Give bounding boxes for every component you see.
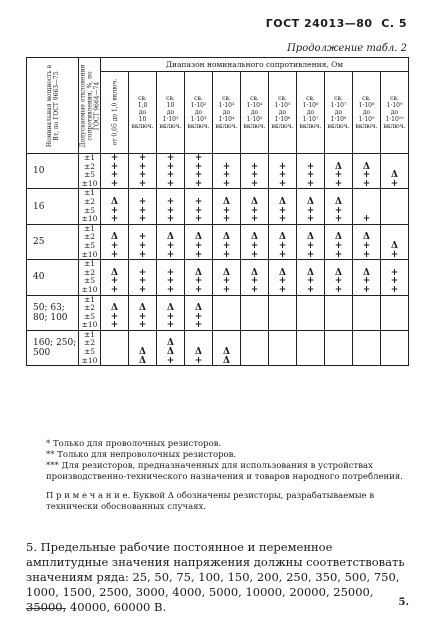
mark-cell: Δ +	[185, 330, 213, 365]
mark-cell: Δ + +	[325, 224, 353, 259]
mark-cell: Δ + +	[185, 295, 213, 330]
power-cell: 25	[27, 224, 79, 259]
mark-cell: + + +	[297, 154, 325, 189]
footnote-2: ** Только для непроволочных резисторов.	[46, 450, 237, 460]
power-cell: 10	[27, 154, 79, 189]
page-number: С. 5	[381, 17, 407, 30]
mark-cell: + + + +	[129, 154, 157, 189]
range-column-header: св. 1·10⁸ до 1·10⁹ включ.	[353, 71, 381, 153]
mark-cell: + + +	[381, 260, 409, 295]
mark-cell	[269, 330, 297, 365]
range-column-header: св. 1,0 до 10 включ.	[129, 71, 157, 153]
body-paragraph	[26, 540, 411, 615]
mark-cell: Δ + +	[325, 154, 353, 189]
page-header	[266, 17, 407, 30]
table-row	[27, 154, 409, 189]
footer-page-number: 5.	[398, 597, 409, 608]
tolerance-cell: ±1 ±2 ±5 ±10	[79, 189, 101, 224]
tolerance-cell: ±1 ±2 ±5 ±10	[79, 224, 101, 259]
mark-cell: + + + +	[185, 154, 213, 189]
power-cell: 50; 63; 80; 100	[27, 295, 79, 330]
tolerance-cell: ±1 ±2 ±5 ±10	[79, 154, 101, 189]
range-column-header: от 0,05 до 1,0 включ.	[101, 71, 129, 153]
power-cell: 160; 250; 500	[27, 330, 79, 365]
mark-cell: Δ + +	[325, 189, 353, 224]
table-row	[27, 260, 409, 295]
range-column-header: св. 1·10⁵ до 1·10⁶ включ.	[269, 71, 297, 153]
mark-cell: + + +	[213, 154, 241, 189]
mark-cell	[353, 330, 381, 365]
mark-cell: Δ + +	[353, 154, 381, 189]
footer-rule	[26, 608, 66, 609]
mark-cell: Δ + +	[297, 224, 325, 259]
mark-cell	[381, 189, 409, 224]
mark-cell: Δ + +	[353, 260, 381, 295]
mark-cell: Δ Δ +	[157, 330, 185, 365]
mark-cell: Δ Δ	[129, 330, 157, 365]
tolerance-header: Допускаемые отклонения сопротивления, %, по ГОСТ 9664—74	[79, 58, 101, 154]
mark-cell: Δ + +	[269, 224, 297, 259]
range-column-header: св. 1·10² до 1·10³ включ.	[185, 71, 213, 153]
mark-cell: + + +	[129, 189, 157, 224]
mark-cell: + + + +	[101, 154, 129, 189]
table-row	[27, 224, 409, 259]
tolerance-cell: ±1 ±2 ±5 ±10	[79, 260, 101, 295]
power-cell: 16	[27, 189, 79, 224]
mark-cell: Δ + +	[297, 189, 325, 224]
mark-cell: Δ + +	[213, 260, 241, 295]
range-column-header: св. 1·10⁶ до 1·10⁷ включ.	[297, 71, 325, 153]
mark-cell: + + +	[129, 260, 157, 295]
mark-cell: + + +	[185, 189, 213, 224]
resistor-table	[26, 57, 409, 366]
footnote-3: *** Для резисторов, предназначенных для использования в устройствах производственно-технического назначения и товаров народного потребления.	[46, 461, 403, 482]
mark-cell: Δ + +	[241, 189, 269, 224]
mark-cell	[381, 330, 409, 365]
mark-cell	[213, 295, 241, 330]
range-column-header: св. 1·10⁹ до 1·10¹⁰ включ.	[381, 71, 409, 153]
mark-cell: + + +	[129, 224, 157, 259]
mark-cell: + + +	[157, 260, 185, 295]
mark-cell: Δ + +	[129, 295, 157, 330]
mark-cell: Δ + +	[101, 189, 129, 224]
mark-cell	[241, 295, 269, 330]
mark-cell: Δ + +	[157, 224, 185, 259]
range-column-header: св. 10 до 1·10² включ.	[157, 71, 185, 153]
standard-number: ГОСТ 24013—80	[265, 17, 373, 30]
power-header: Номинальная мощность в Вт, по ГОСТ 9663—75	[27, 58, 79, 154]
mark-cell: Δ + +	[297, 260, 325, 295]
mark-cell: Δ + +	[185, 224, 213, 259]
table-row	[27, 295, 409, 330]
mark-cell	[353, 295, 381, 330]
mark-cell: Δ + +	[269, 189, 297, 224]
mark-cell: Δ + +	[213, 224, 241, 259]
mark-cell: + + + +	[157, 154, 185, 189]
mark-cell: Δ + +	[269, 260, 297, 295]
mark-cell: +	[353, 189, 381, 224]
mark-cell: Δ Δ	[213, 330, 241, 365]
mark-cell: Δ + +	[325, 260, 353, 295]
mark-cell: Δ + +	[353, 224, 381, 259]
range-column-header: св. 1·10⁷ до 1·10⁸ включ.	[325, 71, 353, 153]
mark-cell: Δ + +	[101, 260, 129, 295]
mark-cell: Δ +	[381, 224, 409, 259]
tolerance-cell: ±1 ±2 ±5 ±10	[79, 330, 101, 365]
mark-cell	[269, 295, 297, 330]
mark-cell: Δ +	[381, 154, 409, 189]
mark-cell: Δ + +	[241, 260, 269, 295]
mark-cell: Δ + +	[101, 295, 129, 330]
mark-cell	[101, 330, 129, 365]
table-row	[27, 189, 409, 224]
mark-cell	[325, 330, 353, 365]
power-cell: 40	[27, 260, 79, 295]
range-column-header: св. 1·10³ до 1·10⁴ включ.	[213, 71, 241, 153]
mark-cell: Δ + +	[157, 295, 185, 330]
paragraph-5: 5. Предельные рабочие постоянное и переменное амплитудные значения напряжения должны соответствовать значениям ряда: 25, 50, 75, 100, 150, 200, 250, 350, 500, 750, 1000, 1500, 2500, 3000, 4000, 5000, 10000, 20000, 25000, 35000, 40000, 60000 В.	[26, 540, 405, 614]
mark-cell: Δ + +	[241, 224, 269, 259]
table-row	[27, 330, 409, 365]
mark-cell	[325, 295, 353, 330]
footnotes	[26, 439, 406, 513]
range-header: Диапазон номинального сопротивления, Ом	[101, 58, 409, 72]
footnote-1: * Только для проволочных резисторов.	[46, 439, 222, 449]
tolerance-cell: ±1 ±2 ±5 ±10	[79, 295, 101, 330]
mark-cell	[297, 295, 325, 330]
mark-cell: Δ + +	[101, 224, 129, 259]
mark-cell: Δ + +	[213, 189, 241, 224]
mark-cell	[241, 330, 269, 365]
table-note: П р и м е ч а н и е. Буквой Δ обозначены резисторы, разрабатываемые в технически обоснованных случаях.	[46, 491, 375, 512]
mark-cell	[297, 330, 325, 365]
mark-cell: + + +	[269, 154, 297, 189]
table-continuation: Продолжение табл. 2	[287, 43, 407, 54]
mark-cell	[381, 295, 409, 330]
range-column-header: св. 1·10⁴ до 1·10⁵ включ.	[241, 71, 269, 153]
mark-cell: + + +	[241, 154, 269, 189]
mark-cell: Δ + +	[185, 260, 213, 295]
mark-cell: + + +	[157, 189, 185, 224]
